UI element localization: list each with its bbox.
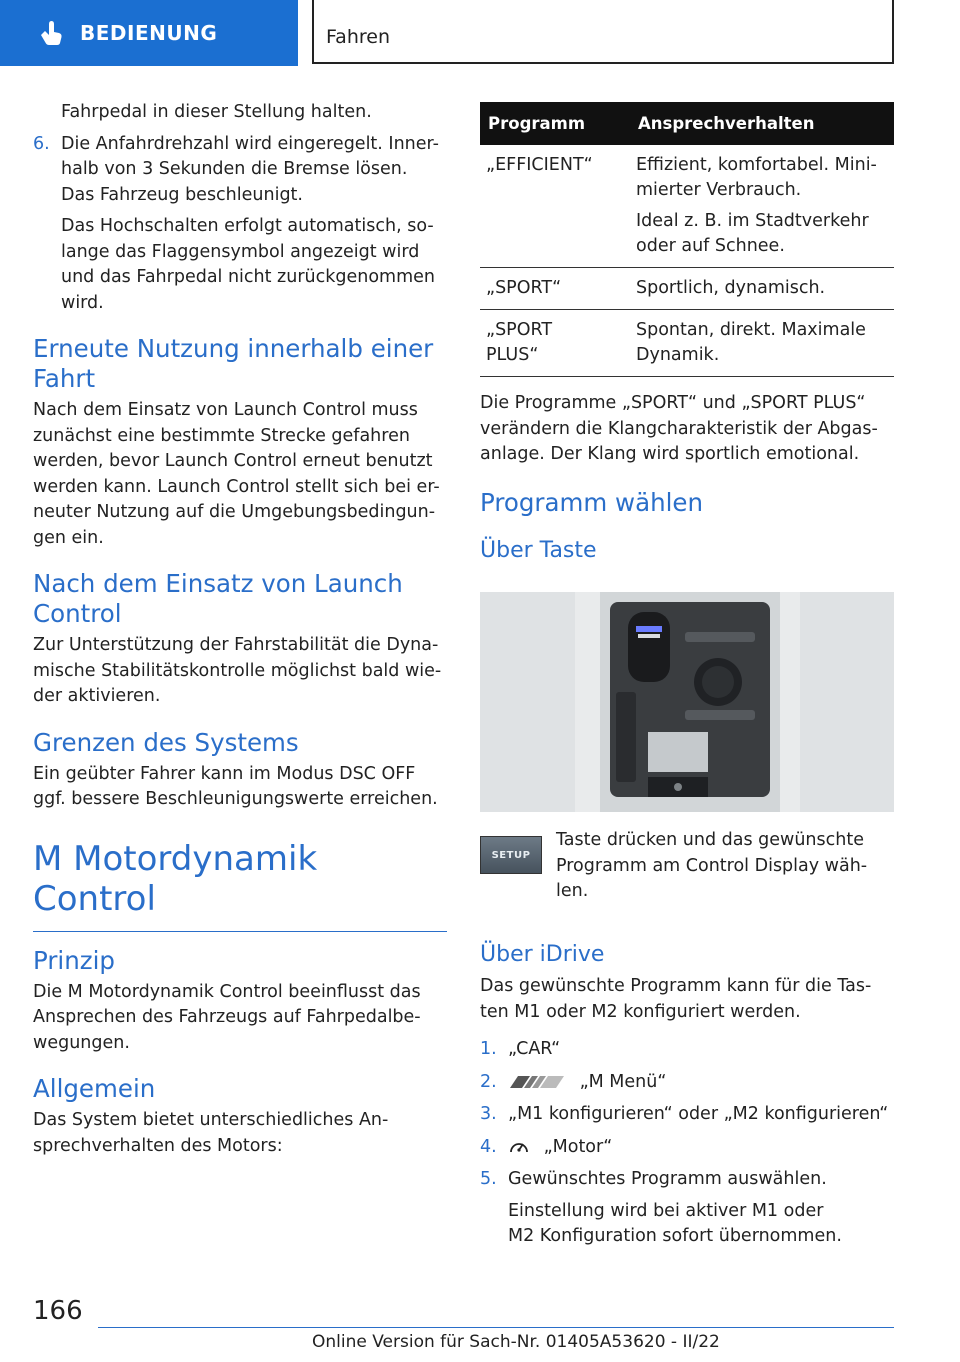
body-line: ten M1 oder M2 konfiguriert werden.	[480, 1001, 801, 1022]
step-number: 5.	[480, 1169, 497, 1189]
body-line: mische Stabilitätskontrolle möglichst bald wie-	[33, 660, 442, 681]
footer-rule	[98, 1327, 894, 1328]
body-line: len.	[556, 881, 589, 901]
body-line: zunächst eine bestimmte Strecke gefahren	[33, 425, 410, 446]
step-number: 2.	[480, 1071, 497, 1092]
step-number: 4.	[480, 1136, 497, 1157]
heading-after-use: Control	[33, 599, 122, 628]
setup-button-icon	[480, 836, 542, 874]
body-line: wegungen.	[33, 1032, 130, 1053]
table-cell-behavior	[630, 310, 894, 377]
right-column-text	[480, 391, 894, 566]
table-cell-program	[480, 310, 630, 377]
body-line: der aktivieren.	[33, 686, 161, 706]
m-menu-icon	[508, 1074, 566, 1090]
body-line: Nach dem Einsatz von Launch Control muss	[33, 400, 418, 420]
body-line: Programm am Control Display wäh-	[556, 855, 868, 876]
table-row	[480, 268, 894, 310]
hand-pointer-icon	[36, 18, 66, 48]
body-line: Das System bietet unterschiedliches An-	[33, 1110, 389, 1130]
step-text-line: Die Anfahrdrehzahl wird eingeregelt. Inner-	[61, 133, 439, 154]
body-line: sprechverhalten des Motors:	[33, 1135, 283, 1156]
behavior-note-line: Ideal z. B. im Stadtverkehr	[636, 211, 869, 231]
program-name: „EFFICIENT“	[486, 155, 593, 175]
body-line: Ansprechen des Fahrzeugs auf Fahrpedalbe-	[33, 1007, 421, 1027]
table-cell-program	[480, 145, 630, 268]
step-note-line: und das Fahrpedal nicht zurückgenommen	[61, 267, 436, 287]
body-line: anlage. Der Klang wird sportlich emotional.	[480, 444, 860, 464]
program-table-wrap	[480, 102, 894, 377]
table-row	[480, 145, 894, 268]
table-header-program: Programm	[480, 102, 630, 145]
section-tab	[0, 0, 298, 66]
heading-via-button: Über Taste	[480, 537, 597, 563]
program-name: „SPORT	[486, 320, 553, 340]
behavior-line: Effizient, komfortabel. Mini-	[636, 155, 877, 175]
body-line: Ein geübter Fahrer kann im Modus DSC OFF	[33, 763, 416, 784]
behavior-line: Sportlich, dynamisch.	[636, 278, 826, 298]
program-name: „SPORT“	[486, 278, 562, 298]
button-instruction	[556, 828, 894, 905]
heading-general: Allgemein	[33, 1074, 156, 1103]
step-text-line: halb von 3 Sekunden die Bremse lösen.	[61, 159, 408, 179]
program-table	[480, 102, 894, 377]
step-note-line: M2 Konfiguration sofort übernommen.	[508, 1226, 842, 1246]
behavior-line: mierter Verbrauch.	[636, 180, 802, 200]
table-cell-behavior	[630, 268, 894, 310]
behavior-line: Dynamik.	[636, 345, 720, 365]
step-number: 1.	[480, 1039, 497, 1059]
step-number: 3.	[480, 1104, 497, 1124]
chapter-title: Fahren	[326, 26, 390, 48]
step-number: 6.	[33, 133, 50, 154]
table-header-behavior: Ansprechverhalten	[630, 102, 894, 145]
idrive-step-3	[480, 1102, 894, 1128]
idrive-section	[480, 940, 894, 1250]
table-cell-behavior	[630, 145, 894, 268]
behavior-line: Spontan, direkt. Maximale	[636, 320, 866, 340]
heading-select-program: Programm wählen	[480, 487, 704, 517]
step-text: „Motor“	[543, 1136, 613, 1157]
behavior-note-line: oder auf Schnee.	[636, 236, 785, 256]
body-line: werden, bevor Launch Control erneut benutzt	[33, 451, 433, 471]
section-label: BEDIENUNG	[80, 21, 218, 45]
table-cell-program	[480, 268, 630, 310]
center-console-photo	[480, 592, 894, 812]
heading-after-use: Nach dem Einsatz von Launch	[33, 569, 403, 598]
idrive-step-5	[480, 1167, 894, 1250]
intro-line: Fahrpedal in dieser Stellung halten.	[61, 102, 372, 122]
body-line: ggf. bessere Beschleunigungswerte erreichen.	[33, 789, 438, 809]
body-line: neuter Nutzung auf die Umgebungsbedingun-	[33, 502, 436, 522]
step-note-line: wird.	[61, 292, 104, 313]
body-line: Taste drücken und das gewünschte	[556, 830, 864, 850]
step-note-line: Einstellung wird bei aktiver M1 oder	[508, 1200, 824, 1221]
step-text: Gewünschtes Programm auswählen.	[508, 1169, 827, 1189]
heading-rule	[33, 931, 447, 932]
heading-limits: Grenzen des Systems	[33, 727, 299, 757]
idrive-step-4	[480, 1135, 894, 1161]
body-line: gen ein.	[33, 527, 104, 548]
body-line: Das gewünschte Programm kann für die Tas-	[480, 976, 872, 996]
step-text-line: Das Fahrzeug beschleunigt.	[61, 184, 303, 205]
step-note-line: Das Hochschalten erfolgt automatisch, so-	[61, 216, 434, 236]
body-line: Die Programme „SPORT“ und „SPORT PLUS“	[480, 393, 866, 413]
step-text: „M1 konfigurieren“ oder „M2 konfigurieren“	[508, 1104, 889, 1124]
step-note-line: lange das Flaggensymbol angezeigt wird	[61, 241, 420, 262]
left-column	[33, 100, 447, 1159]
engine-gauge-icon	[508, 1137, 530, 1157]
online-version-note: Online Version für Sach-Nr. 01405A53620 - II/22	[312, 1332, 720, 1352]
heading-via-idrive: Über iDrive	[480, 942, 605, 967]
heading-main: M Motordynamik Control	[33, 838, 318, 919]
idrive-step-1	[480, 1037, 894, 1063]
table-row	[480, 310, 894, 377]
idrive-step-2	[480, 1070, 894, 1096]
heading-reuse: Erneute Nutzung innerhalb einer	[33, 334, 434, 363]
program-name: PLUS“	[486, 345, 539, 365]
step-6	[33, 132, 447, 317]
body-line: werden kann. Launch Control stellt sich bei er-	[33, 476, 440, 497]
body-line: Zur Unterstützung der Fahrstabilität die Dyna-	[33, 635, 439, 655]
table-header-row	[480, 102, 894, 145]
heading-principle: Prinzip	[33, 945, 115, 975]
body-line: Die M Motordynamik Control beeinflusst das	[33, 981, 421, 1002]
step-text: „M Menü“	[579, 1071, 667, 1092]
step-text: „CAR“	[508, 1039, 561, 1059]
page-number: 166	[33, 1296, 83, 1326]
body-line: verändern die Klangcharakteristik der Abgas-	[480, 418, 878, 439]
setup-button-label: SETUP	[491, 849, 531, 861]
chapter-header	[312, 0, 894, 64]
heading-reuse: Fahrt	[33, 364, 96, 393]
